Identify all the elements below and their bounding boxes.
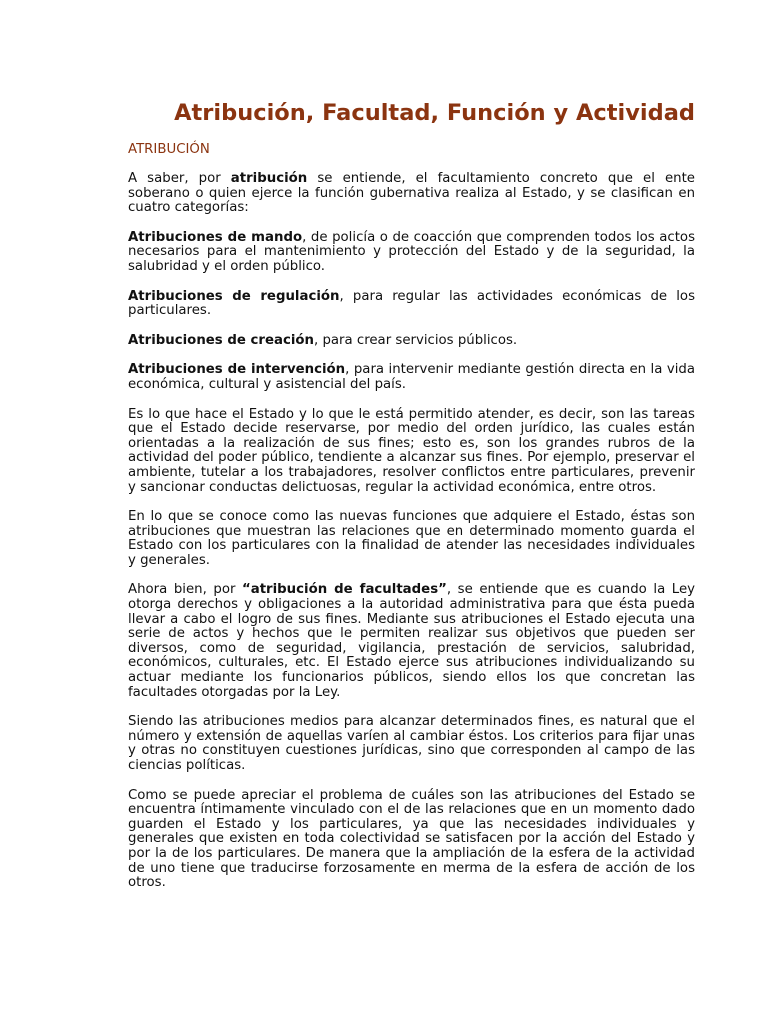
bold-term: Atribuciones de mando: [128, 229, 303, 245]
bold-term: Atribuciones de creación: [128, 332, 314, 348]
paragraph-text: se entiende, el facultamiento concreto que el ente soberano o quien ejerce la función gubernativa realiza al Estado, y se clasifican en cuatro categorías:: [128, 171, 695, 216]
paragraph-text: Ahora bien, por: [128, 582, 242, 598]
paragraph-text: , se entiende que es cuando la Ley otorga derechos y obligaciones a la autoridad administrativa para que ésta pueda llevar a cabo el logro de sus fines. Mediante sus atribuciones el Estado ejecuta una serie de actos y hechos que le permiten realizar sus objetivos que pueden ser diversos, como de seguridad, vigilancia, prestación de servicios, salubridad, económicos, culturales, etc. El Estado ejerce sus atribuciones individualizando su actuar mediante los funcionarios públicos, siendo ellos los que concretan las facultades otorgadas por la Ley.: [128, 582, 696, 700]
paragraph-medios-fines: Siendo las atribuciones medios para alcanzar determinados fines, es natural que el número y extensión de aquellas varíen al cambiar éstos. Los criterios para fijar unas y otras no constituyen cuestiones jurídicas, sino que corresponden al campo de las ciencias políticas.: [128, 714, 695, 773]
paragraph-atribuciones-intervencion: [128, 363, 695, 392]
paragraph-atribuciones-creacion: [128, 334, 695, 349]
bold-term: atribución: [230, 171, 308, 186]
paragraph-nuevas-funciones: En lo que se conoce como las nuevas funciones que adquiere el Estado, éstas son atribuciones que muestran las relaciones que en determinado momento guarda el Estado con los particulares con la finalidad de atender las necesidades individuales y generales.: [128, 509, 695, 568]
paragraph-relaciones-particulares: Como se puede apreciar el problema de cuáles son las atribuciones del Estado se encuentra íntimamente vinculado con el de las relaciones que en un momento dado guarden el Estado y los particulares, ya que las necesidades individuales y generales que existen en toda colectividad se satisfacen por la acción del Estado y por la de los particulares. De manera que la ampliación de la esfera de la actividad de uno tiene que traducirse forzosamente en merma de la esfera de acción de los otros.: [128, 787, 695, 891]
bold-term: Atribuciones de intervención: [128, 362, 346, 378]
paragraph-atribuciones-regulacion: [128, 290, 695, 319]
paragraph-atribuciones-mando: [128, 231, 695, 275]
paragraph-text: , para intervenir mediante gestión directa en la vida económica, cultural y asistencial del país.: [128, 362, 695, 392]
paragraph-definition: [128, 172, 695, 216]
document-title: Atribución, Facultad, Función y Actividad: [174, 100, 695, 126]
bold-term: “atribución de facultades”: [241, 582, 447, 598]
paragraph-tareas-estado: Es lo que hace el Estado y lo que le está permitido atender, es decir, son las tareas que el Estado decide reservarse, por medio del orden jurídico, las cuales están orientadas a la realización de sus fines; esto es, son los grandes rubros de la actividad del poder público, tendiente a alcanzar sus fines. Por ejemplo, preservar el ambiente, tutelar a los trabajadores, resolver conflictos entre particulares, prevenir y sancionar conductas delictuosas, regular la actividad económica, entre otros.: [128, 406, 695, 495]
bold-term: Atribuciones de regulación: [128, 288, 340, 304]
paragraph-text: , para regular las actividades económicas de los particulares.: [128, 288, 695, 319]
section-heading-atribucion: ATRIBUCIÓN: [128, 142, 210, 157]
paragraph-atribucion-facultades: [128, 583, 695, 700]
document-page: [128, 98, 695, 891]
paragraph-text: , de policía o de coacción que comprenden todos los actos necesarios para el mantenimiento y protección del Estado y de la seguridad, la salubridad y el orden público.: [128, 229, 695, 274]
paragraph-text: A saber, por: [128, 171, 231, 186]
paragraph-text: , para crear servicios públicos.: [314, 332, 518, 348]
